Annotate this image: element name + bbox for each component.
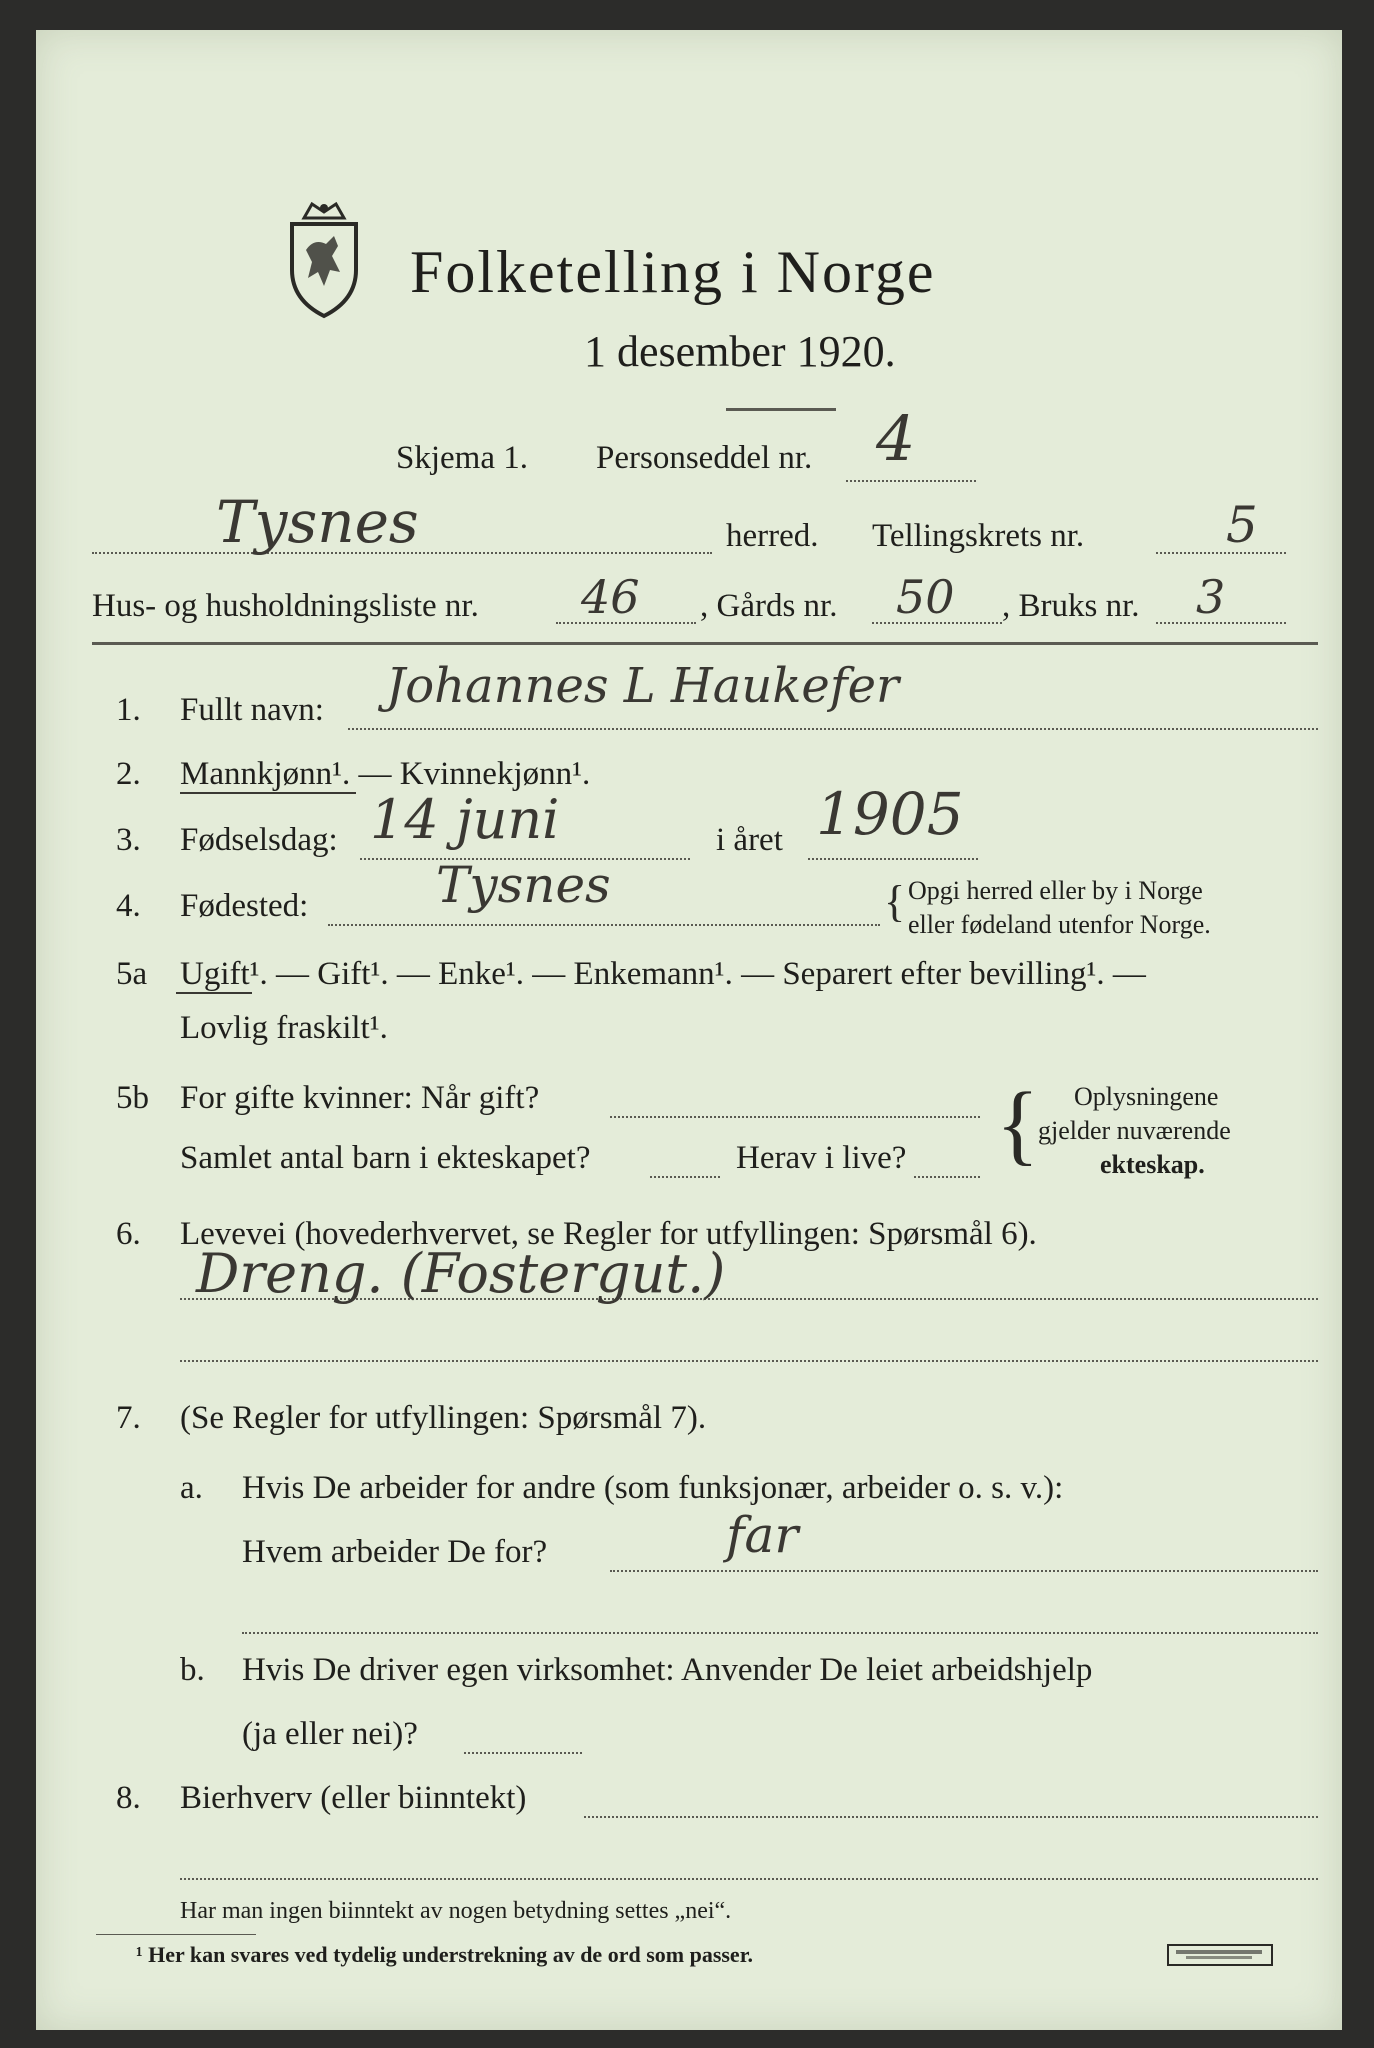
q1-label: Fullt navn: [180,692,324,728]
gards-label: , Gårds nr. [700,588,838,624]
q7a-number: a. [180,1470,203,1506]
printer-stamp-icon [1166,1942,1276,1968]
children-alive-label: Herav i live? [736,1140,907,1176]
footnote-rule [96,1934,256,1935]
form-title: Folketelling i Norge [410,239,936,305]
q5a-number: 5a [116,956,148,992]
bruks-value: 3 [1196,570,1226,624]
q6-number: 6. [116,1216,141,1252]
birthplace-brace: { [884,877,906,926]
marital-status-options[interactable]: Ugift¹. — Gift¹. — Enke¹. — Enkemann¹. — Separert efter bevilling¹. — [180,956,1146,992]
gards-value: 50 [896,570,955,624]
title-rule [726,408,836,411]
year-label: i året [716,822,783,858]
q3-label: Fødselsdag: [180,822,338,858]
herred-value: Tysnes [216,488,419,556]
side-income-field[interactable] [584,1816,1318,1818]
q1-number: 1. [116,692,141,728]
gender-options[interactable]: Mannkjønn¹. — Kvinnekjønn¹. [180,756,591,792]
gender-underline [180,792,356,794]
q5b-number: 5b [116,1080,149,1116]
birth-year-field[interactable] [808,858,978,860]
footnote: ¹ Her kan svares ved tydelig understrekning av de ord som passer. [136,1942,753,1967]
q8-label: Bierhverv (eller biinntekt) [180,1780,527,1816]
personseddel-value: 4 [876,402,916,475]
q7-label: (Se Regler for utfyllingen: Spørsmål 7). [180,1400,707,1436]
census-date: 1 desember 1920. [584,327,896,376]
married-when-field[interactable] [610,1116,980,1118]
tellingskrets-value: 5 [1226,496,1258,554]
birthplace-note-2: eller fødeland utenfor Norge. [908,910,1211,939]
census-form [36,30,1342,2030]
tellingskrets-label: Tellingskrets nr. [872,518,1085,554]
side-income-field-2[interactable] [180,1878,1318,1880]
q7a-label: Hvis De arbeider for andre (som funksjonær, arbeider o. s. v.): [242,1470,1064,1506]
personseddel-field[interactable] [846,480,976,482]
employer-field[interactable] [610,1570,1318,1572]
birthplace-note-1: Opgi herred eller by i Norge [908,876,1203,905]
q8-number: 8. [116,1780,141,1816]
full-name-value: Johannes L Haukefer [386,658,899,714]
birthplace-value: Tysnes [436,856,611,914]
q3-number: 3. [116,822,141,858]
coat-of-arms-icon [274,200,374,320]
hus-label: Hus- og husholdningsliste nr. [92,588,479,624]
bleed-through [556,130,562,157]
employer-value: far [726,1506,799,1564]
skjema-label: Skjema 1. [396,440,528,476]
marital-status-options-2[interactable]: Lovlig fraskilt¹. [180,1010,388,1046]
full-name-field[interactable] [348,728,1318,730]
marital-underline [176,992,252,994]
q6-label: Levevei (hovederhvervet, se Regler for utfyllingen: Spørsmål 6). [180,1216,1037,1252]
hired-help-label: (ja eller nei)? [242,1716,418,1752]
tellingskrets-field[interactable] [1156,552,1286,554]
q5b-note-3: ekteskap. [1100,1150,1205,1179]
personseddel-label: Personseddel nr. [596,440,813,476]
hired-help-field[interactable] [464,1752,582,1754]
q4-label: Fødested: [180,888,309,924]
employer-field-2[interactable] [242,1632,1318,1634]
birthdate-value: 14 juni [370,788,560,851]
q7b-label: Hvis De driver egen virksomhet: Anvender De leiet arbeidshjelp [242,1652,1093,1688]
birthplace-field[interactable] [328,924,880,926]
employer-label: Hvem arbeider De for? [242,1534,548,1570]
q2-number: 2. [116,756,141,792]
q4-number: 4. [116,888,141,924]
section-divider [92,642,1318,645]
side-income-note: Har man ingen biinntekt av nogen betydning settes „nei“. [180,1898,732,1924]
children-total-label: Samlet antal barn i ekteskapet? [180,1140,591,1176]
children-total-field[interactable] [650,1176,720,1178]
birth-year-value: 1905 [816,780,964,848]
q7b-number: b. [180,1652,205,1688]
occupation-value: Dreng. (Fostergut.) [196,1242,726,1305]
herred-label: herred. [726,518,819,554]
q7-number: 7. [116,1400,141,1436]
hus-value: 46 [581,570,640,624]
q5b-note-1: Oplysningene [1074,1082,1219,1111]
q5b-note-2: gjelder nuværende [1038,1116,1231,1145]
bruks-label: , Bruks nr. [1002,588,1140,624]
q5b-brace: { [996,1075,1040,1174]
children-alive-field[interactable] [914,1176,980,1178]
q5b-label: For gifte kvinner: Når gift? [180,1080,540,1116]
occupation-field-2[interactable] [180,1360,1318,1362]
